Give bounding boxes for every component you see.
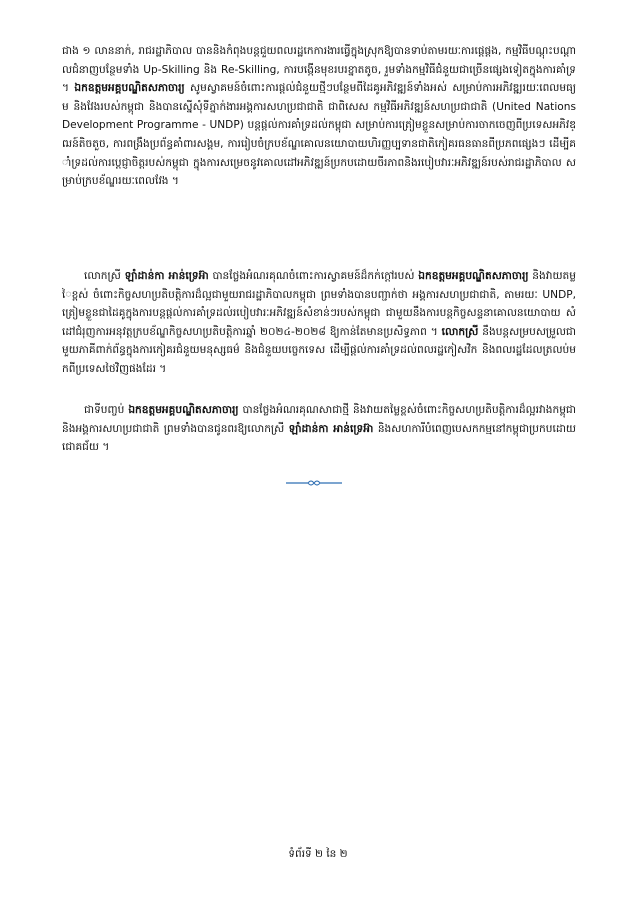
paragraph-1 <box>62 42 576 191</box>
p2-text-3: និងវាយតម្លៃខ្ពស់ ចំពោះកិច្ចសហប្រតិបត្តិការដ៏ល្អជាមួយរាជរដ្ឋាភិបាលកម្ពុជា ព្រមទាំងបានបញ្ជាក់ថា អង្គការសហប្រជាជាតិ, តាមរយៈ UNDP, ត្រៀមខ្លួនជាដៃគូក្នុងការបន្តផ្ដល់ការគាំទ្រដល់របៀបវារៈអភិវឌ្ឍន៍សំខាន់ៗរបស់កម្ពុជា ជាមួយនឹងការបន្តកិច្ចសន្ទនាគោលនយោបាយ សំដៅជំរុញការអនុវត្តក្របខ័ណ្ឌកិច្ចសហប្រតិបត្តិការឆ្នាំ ២០២៤-២០២៨ ឱ្យកាន់តែមានប្រសិទ្ធភាព ។ <box>62 270 577 338</box>
paragraph-3 <box>62 401 576 457</box>
p3-text-1: ជាទីបញ្ចប់ <box>84 404 129 416</box>
p2-text-1: លោកស្រី <box>84 270 125 282</box>
p2-title-bold: ឯកឧត្តមអគ្គបណ្ឌិតសភាចារ្យ <box>418 270 529 282</box>
p2-text-2: បានថ្លែងអំណរគុណចំពោះការស្វាគមន៍ដ៏កក់ក្ដៅរបស់ <box>208 270 419 282</box>
p1-title-bold: ឯកឧត្តមអគ្គបណ្ឌិតសភាចារ្យ <box>74 82 185 95</box>
p2-lady-bold: លោកស្រី <box>441 325 479 338</box>
paragraph-2 <box>62 267 576 379</box>
divider-center-ornament <box>308 481 320 485</box>
p1-text-2: សូមស្វាគមន៍ចំពោះការផ្ដល់ជំនួយថ្មីៗបន្ថែមពីដៃគូអភិវឌ្ឍន៍ទាំងអស់ សម្រាប់ការអភិវឌ្ឍរយៈពេលមធ្យម និងវែងរបស់កម្ពុជា និងបានស្នើសុំទីភ្នាក់ងារអង្គការសហប្រជាជាតិ ជាពិសេស កម្មវិធីអភិវឌ្ឍន៍សហប្រជាជាតិ (United Nations Development Programme - UNDP) បន្តផ្ដល់ការគាំទ្រដល់កម្ពុជា សម្រាប់ការត្រៀមខ្លួនសម្រាប់ការចាកចេញពីប្រទេសអភិវឌ្ឍន៍តិចតួច, ការពង្រឹងប្រព័ន្ធគាំពារសង្គម, ការរៀបចំក្របខ័ណ្ឌគោលនយោបាយហិរញ្ញប្បទានជាតិកៀគរធនធានពីប្រភពផ្សេងៗ ដើម្បីគាំទ្រដល់ការប្ដេជ្ញាចិត្តរបស់កម្ពុជា ក្នុងការសម្រេចនូវគោលដៅអភិវឌ្ឍន៍ប្រកបដោយចីរភាពនិងរបៀបវារៈអភិវឌ្ឍន៍របស់រាជរដ្ឋាភិបាល សម្រាប់ក្របខ័ណ្ឌរយៈពេលវែង ។ <box>62 82 576 188</box>
p2-name-bold: ឡាំដាន់កា អាន់ទ្រេអ៊ា <box>124 270 209 282</box>
p3-title-bold: ឯកឧត្តមអគ្គបណ្ឌិតសភាចារ្យ <box>128 404 239 416</box>
p3-name-bold: ឡាំដាន់កា អាន់ទ្រេអ៊ា <box>288 422 374 435</box>
ornament-divider <box>284 478 344 488</box>
page-number: ទំព័រទី ២ នៃ ២ <box>288 848 348 860</box>
p2-text-4: នឹងបន្តសម្របសម្រួលជាមួយភាគីពាក់ព័ន្ធក្នុងការកៀគរជំនួយមនុស្សធម៌ និងជំនួយបច្ចេកទេស ដើម្បីផ្ដល់ការគាំទ្រដល់ពលរដ្ឋកៀសវិក និងពលរដ្ឋដែលត្រលប់មកពីប្រទេសថៃវិញផងដែរ ។ <box>62 325 576 375</box>
p1-text-1: ជាង ១ លាននាក់, រាជរដ្ឋាភិបាល បាននិងកំពុងបន្តជួយពលរដ្ឋកេការងារធ្វើក្នុងស្រុកឱ្យបានទាប់តាមរយៈការផ្ដេផ្ដង, កម្មវិធីបណ្ដុះបណ្ដាលជំនាញបន្ថែមទាំង Up-Skilling និង Re-Skilling, ការបង្កើនមុខរបរខ្នាតតូច, រួមទាំងកម្មវិធីជំនួយជាច្រើនផ្សេងទៀតក្នុងការគាំទ្រ ។ <box>62 45 576 95</box>
p3-text-3: និងសហការីបំពេញបេសកកម្មនៅកម្ពុជាប្រកបដោយជោគជ័យ ។ <box>62 422 576 454</box>
p3-text-2: បានថ្លែងអំណរគុណសាជាថ្មី និងវាយតម្លៃខ្ពស់ចំពោះកិច្ចសហប្រតិបត្តិការដ៏ល្អរវាងកម្ពុជា និងអង្គការសហប្រជាជាតិ ព្រមទាំងបានជូនពរឱ្យលោកស្រី <box>62 404 577 435</box>
